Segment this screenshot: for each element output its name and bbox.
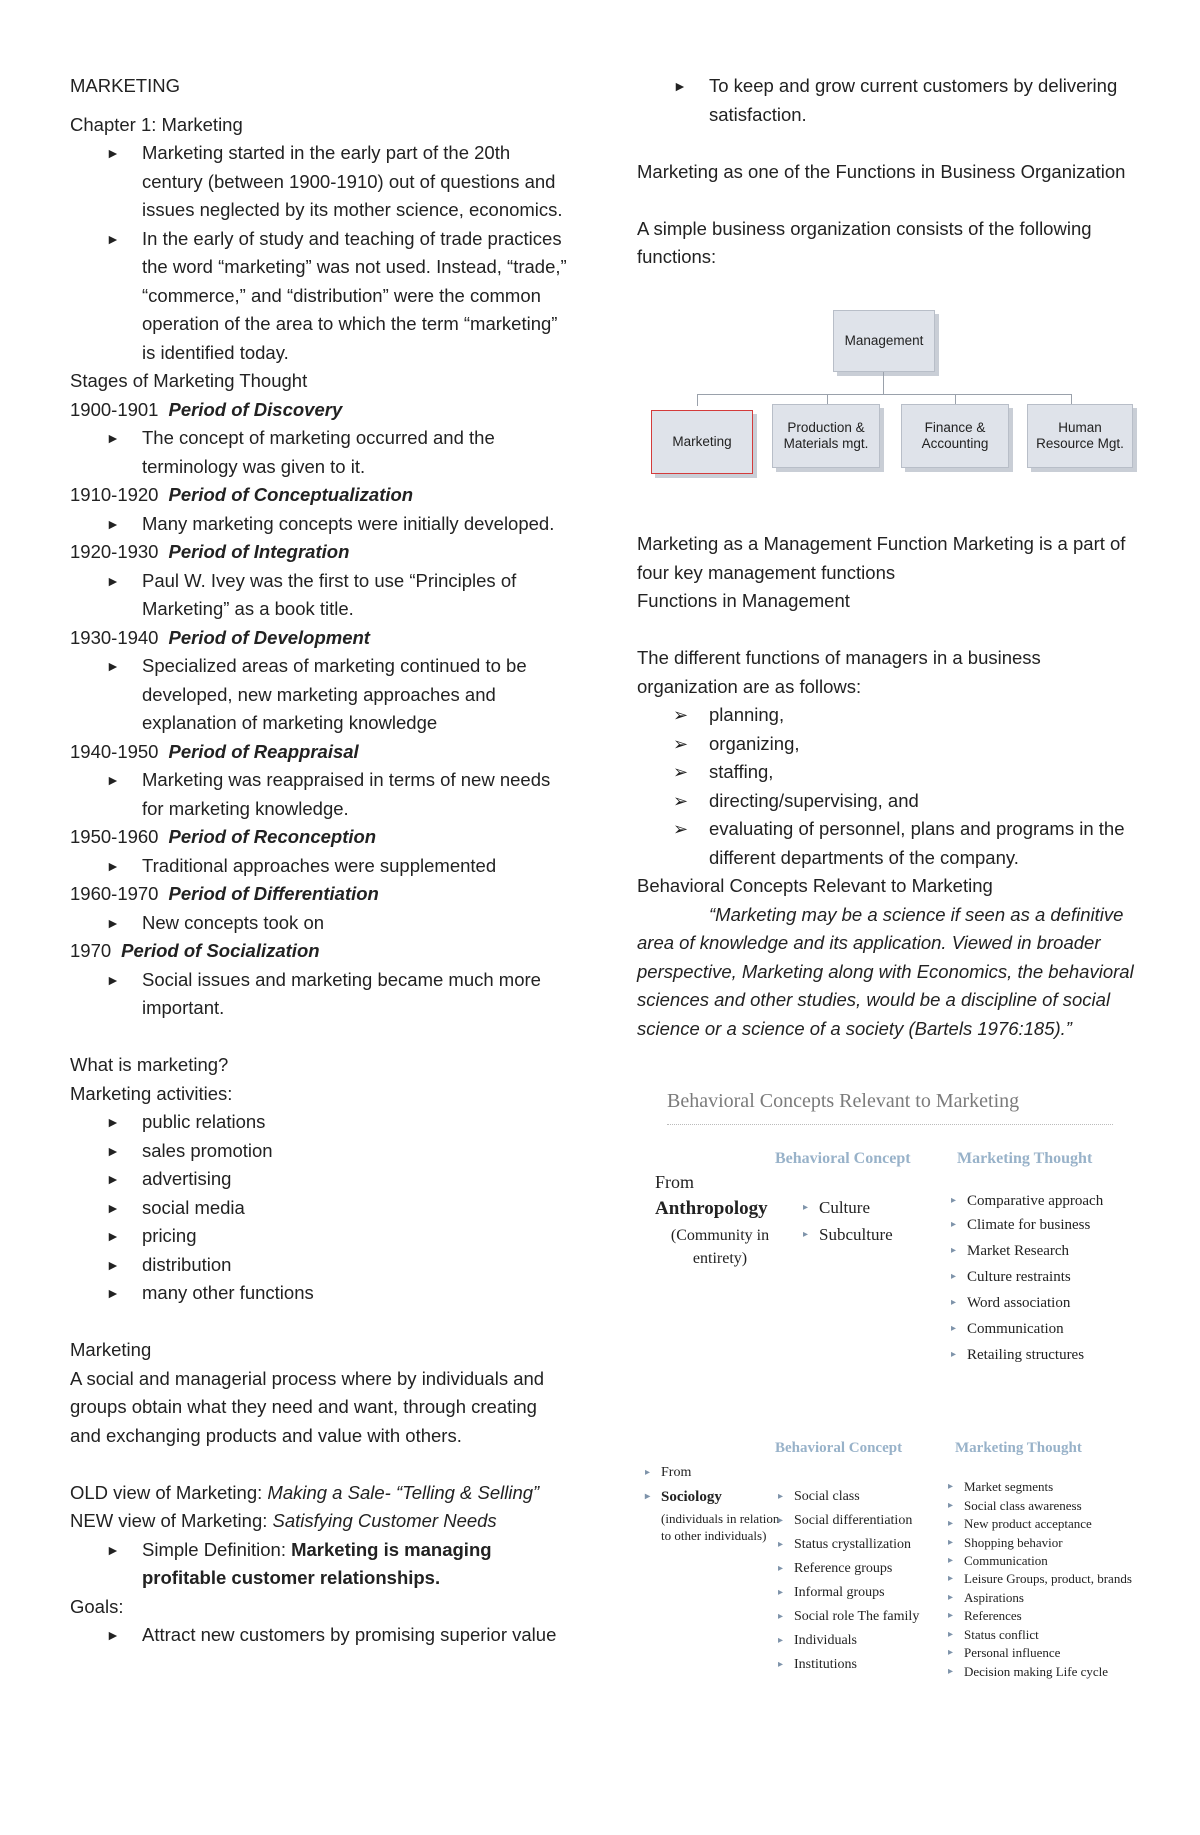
arrow-bullet-icon: ➢ — [673, 819, 689, 839]
bullet-icon: ► — [106, 1627, 120, 1643]
behavioral-figure-sociology — [645, 1440, 1135, 1740]
list-item: ▸ New product acceptance — [948, 1515, 1133, 1534]
list-item: ► Attract new customers by promising superior value — [70, 1621, 570, 1650]
list-item: ► Marketing started in the early part of the 20th century (between 1900-1910) out of questions and issues neglected by its mother science, economics. — [70, 139, 570, 225]
list-item: ► Traditional approaches were supplemented — [70, 852, 570, 881]
bullet-icon: ► — [106, 1541, 120, 1558]
triangle-bullet-icon: ▸ — [778, 1659, 784, 1670]
triangle-bullet-icon: ▸ — [948, 1572, 954, 1584]
goals-heading: Goals: — [70, 1595, 124, 1617]
list-item: ▸ Retailing structures — [951, 1342, 1121, 1368]
figure-title: Behavioral Concepts Relevant to Marketing — [667, 1090, 1020, 1112]
bullet-icon: ► — [106, 515, 120, 532]
stage-line: 1920-1930 Period of Integration — [70, 541, 350, 562]
list-item: ▸ Social differentiation — [778, 1509, 948, 1533]
triangle-bullet-icon: ▸ — [948, 1665, 954, 1677]
list-item: ► Many marketing concepts were initially developed. — [70, 510, 570, 539]
triangle-bullet-icon: ▸ — [948, 1628, 954, 1640]
org-box-management: Management — [833, 310, 935, 372]
org-connector — [697, 394, 698, 406]
marketing-heading: Marketing — [70, 1339, 152, 1360]
list-item: ► advertising — [70, 1165, 570, 1194]
triangle-bullet-icon: ▸ — [948, 1518, 954, 1529]
triangle-bullet-icon: ▸ — [948, 1591, 954, 1603]
stage-line: 1900-1901 Period of Discovery — [70, 398, 343, 420]
triangle-bullet-icon: ▸ — [778, 1539, 784, 1550]
different-functions-text: The different functions of managers in a business organization are as follows: — [637, 647, 1041, 697]
doc-title: MARKETING — [70, 75, 180, 96]
triangle-bullet-icon: ▸ — [951, 1323, 957, 1334]
triangle-bullet-icon: ▸ — [948, 1481, 954, 1492]
triangle-bullet-icon: ▸ — [778, 1611, 784, 1622]
triangle-bullet-icon: ▸ — [778, 1587, 784, 1598]
chapter-heading: Chapter 1: Marketing — [70, 113, 243, 135]
list-item: ▸ Informal groups — [778, 1581, 948, 1605]
stage-line: 1960-1970 Period of Differentiation — [70, 883, 379, 904]
bullet-icon: ► — [106, 914, 120, 931]
concept-list — [778, 1485, 948, 1677]
triangle-bullet-icon: ▸ — [951, 1297, 957, 1308]
list-item: ► distribution — [70, 1251, 570, 1280]
list-item: ▸ Individuals — [778, 1629, 948, 1653]
stage-line: 1970 Period of Socialization — [70, 940, 320, 961]
list-item: ➢ planning, — [637, 701, 1137, 730]
list-item: ► public relations — [70, 1108, 570, 1137]
list-item: ► many other functions — [70, 1279, 570, 1308]
list-item: ➢ evaluating of personnel, plans and programs in the different departments of the company. — [637, 815, 1137, 872]
functions-in-mgmt: Functions in Management — [637, 590, 850, 611]
bullet-icon: ► — [106, 1285, 120, 1301]
list-item: ▸ Social role The family — [778, 1605, 948, 1629]
right-column-lower — [637, 530, 1137, 1043]
bartels-quote: “Marketing may be a science if seen as a definitive area of knowledge and its application. Viewed in broader perspective, Marketing along with Economics, the behavioral sciences and other studies, would be a discipline of social science or a science of a society (Bartels 1976:185).” — [637, 903, 1134, 1039]
bullet-icon: ► — [106, 772, 120, 788]
activities-heading: Marketing activities: — [70, 1082, 233, 1104]
list-item: ➢ staffing, — [637, 758, 1137, 787]
list-item: ► Specialized areas of marketing continued to be developed, new marketing approaches and explanation of marketing knowledge — [70, 652, 570, 738]
org-box-production: Production & Materials mgt. — [772, 404, 880, 468]
bullet-icon: ► — [106, 1228, 120, 1244]
concept-list — [803, 1194, 943, 1248]
column-header: Marketing Thought — [957, 1150, 1093, 1167]
list-item: ▸ Climate for business — [951, 1212, 1121, 1238]
stages-heading: Stages of Marketing Thought — [70, 370, 308, 391]
list-item: ▸ Word association — [951, 1290, 1121, 1316]
list-item: ► The concept of marketing occurred and the terminology was given to it. — [70, 424, 570, 481]
org-box-finance: Finance & Accounting — [901, 404, 1009, 468]
simple-org-text: A simple business organization consists of the following functions: — [637, 217, 1092, 267]
list-item: ▸ Leisure Groups, product, brands — [948, 1570, 1132, 1586]
bullet-icon: ► — [106, 1171, 120, 1187]
list-item: ▸ Culture — [803, 1194, 943, 1221]
marketing-definition: A social and managerial process where by individuals and groups obtain what they need and want, through creating and exchanging products and value with others. — [70, 1367, 545, 1446]
thought-list — [951, 1190, 1121, 1368]
list-item: ▸ Social class awareness — [948, 1497, 1133, 1516]
arrow-bullet-icon: ➢ — [673, 733, 689, 754]
what-is-heading: What is marketing? — [70, 1054, 229, 1075]
list-item: ▸ Shopping behavior — [948, 1534, 1133, 1553]
mgmt-function-text: Marketing as a Management Function Marketing is a part of four key management functions — [637, 533, 1126, 583]
list-item: ▸ Personal influence — [948, 1644, 1133, 1663]
list-item: ▸ Communication — [951, 1316, 1121, 1342]
list-item: ► Paul W. Ivey was the first to use “Principles of Marketing” as a book title. — [70, 567, 570, 624]
figure-divider — [667, 1124, 1113, 1125]
arrow-bullet-icon: ➢ — [673, 762, 689, 782]
triangle-bullet-icon: ▸ — [951, 1349, 957, 1360]
old-view: OLD view of Marketing: Making a Sale- “Telling & Selling” — [70, 1481, 540, 1503]
arrow-bullet-icon: ➢ — [673, 790, 689, 811]
stage-line: 1910-1920 Period of Conceptualization — [70, 484, 414, 505]
triangle-bullet-icon: ▸ — [951, 1195, 957, 1206]
list-item: ▸ Institutions — [778, 1653, 948, 1677]
list-item: ▸ Status crystallization — [778, 1533, 948, 1557]
column-header: Behavioral Concept — [775, 1440, 903, 1456]
triangle-bullet-icon: ▸ — [948, 1555, 954, 1566]
bullet-icon: ► — [106, 572, 120, 589]
list-item: ► Social issues and marketing became much more important. — [70, 966, 570, 1023]
stage-line: 1930-1940 Period of Development — [70, 626, 370, 648]
list-item: ▸ Decision making Life cycle — [948, 1663, 1133, 1682]
bullet-icon: ► — [106, 1199, 120, 1216]
list-item: ► New concepts took on — [70, 909, 570, 938]
list-item: ▸ Market segments — [948, 1478, 1133, 1497]
thought-list — [948, 1478, 1133, 1681]
triangle-bullet-icon: ▸ — [948, 1499, 954, 1511]
right-column — [637, 72, 1137, 272]
list-item: ▸ Comparative approach — [951, 1190, 1121, 1212]
stage-line: 1950-1960 Period of Reconception — [70, 826, 377, 847]
triangle-bullet-icon: ▸ — [778, 1635, 784, 1646]
list-item: ▸ References — [948, 1607, 1133, 1626]
org-box-marketing: Marketing — [651, 410, 753, 474]
bullet-icon: ► — [106, 658, 120, 674]
triangle-bullet-icon: ▸ — [951, 1219, 957, 1230]
list-item: ▸ Aspirations — [948, 1589, 1133, 1608]
triangle-bullet-icon: ▸ — [951, 1271, 957, 1282]
triangle-bullet-icon: ▸ — [803, 1229, 809, 1240]
functions-heading: Marketing as one of the Functions in Business Organization — [637, 160, 1126, 182]
discipline-name: ▸ Sociology — [645, 1486, 722, 1508]
org-box-human-resource: Human Resource Mgt. — [1027, 404, 1133, 468]
list-item: ▸ Subculture — [803, 1221, 943, 1248]
triangle-bullet-icon: ▸ — [645, 1491, 651, 1502]
triangle-bullet-icon: ▸ — [778, 1515, 784, 1526]
list-item: ▸ Market Research — [951, 1238, 1121, 1264]
triangle-bullet-icon: ▸ — [948, 1647, 954, 1658]
org-connector — [883, 372, 884, 394]
bullet-icon: ► — [673, 78, 687, 94]
list-item: ► sales promotion — [70, 1137, 570, 1166]
stage-line: 1940-1950 Period of Reappraisal — [70, 740, 359, 762]
list-item: ► To keep and grow current customers by delivering satisfaction. — [637, 72, 1137, 129]
new-view: NEW view of Marketing: Satisfying Customer Needs — [70, 1510, 497, 1531]
bullet-icon: ► — [106, 230, 120, 247]
triangle-bullet-icon: ▸ — [778, 1563, 784, 1574]
org-connector — [697, 394, 1071, 395]
list-item: ► Marketing was reappraised in terms of new needs for marketing knowledge. — [70, 766, 570, 823]
bullet-icon: ► — [106, 430, 120, 446]
bullet-icon: ► — [106, 1114, 120, 1130]
column-header: Behavioral Concept — [775, 1150, 911, 1167]
triangle-bullet-icon: ▸ — [803, 1202, 809, 1213]
list-item: ▸ Culture restraints — [951, 1264, 1121, 1290]
bullet-icon: ► — [106, 1142, 120, 1159]
triangle-bullet-icon: ▸ — [778, 1491, 784, 1502]
left-column — [70, 72, 570, 1650]
discipline-name: Anthropology — [655, 1198, 768, 1219]
bullet-icon: ► — [106, 1256, 120, 1273]
list-item: ► social media — [70, 1194, 570, 1223]
list-item: ► pricing — [70, 1222, 570, 1251]
column-header: Marketing Thought — [955, 1440, 1082, 1456]
behavioral-heading: Behavioral Concepts Relevant to Marketing — [637, 875, 993, 896]
list-item: ▸ Social class — [778, 1485, 948, 1509]
triangle-bullet-icon: ▸ — [951, 1245, 957, 1256]
triangle-bullet-icon: ▸ — [645, 1467, 651, 1478]
list-item: ► Simple Definition: Marketing is managing profitable customer relationships. — [70, 1536, 570, 1593]
discipline-note: (Community in entirety) — [670, 1227, 770, 1267]
arrow-bullet-icon: ➢ — [673, 705, 689, 725]
bullet-icon: ► — [106, 857, 120, 874]
list-item: ▸ Status conflict — [948, 1626, 1133, 1645]
list-item: ▸ Reference groups — [778, 1557, 948, 1581]
from-label: ▸ From — [645, 1462, 691, 1484]
list-item: ➢ organizing, — [637, 730, 1137, 759]
list-item: ➢ directing/supervising, and — [637, 787, 1137, 816]
bullet-icon: ► — [106, 971, 120, 988]
list-item: ► In the early of study and teaching of trade practices the word “marketing” was not used. Instead, “trade,” “commerce,” and “distribution” were the common operation of the area to which the term “marketing” is identified today. — [70, 225, 570, 368]
org-chart — [637, 300, 1147, 490]
triangle-bullet-icon: ▸ — [948, 1610, 954, 1621]
triangle-bullet-icon: ▸ — [948, 1536, 954, 1548]
behavioral-figure-anthropology — [655, 1090, 1125, 1410]
discipline-note: (individuals in relation to other individuals) — [661, 1511, 780, 1543]
bullet-icon: ► — [106, 145, 120, 161]
list-item: ▸ Communication — [948, 1552, 1133, 1571]
from-label: From — [655, 1172, 695, 1192]
